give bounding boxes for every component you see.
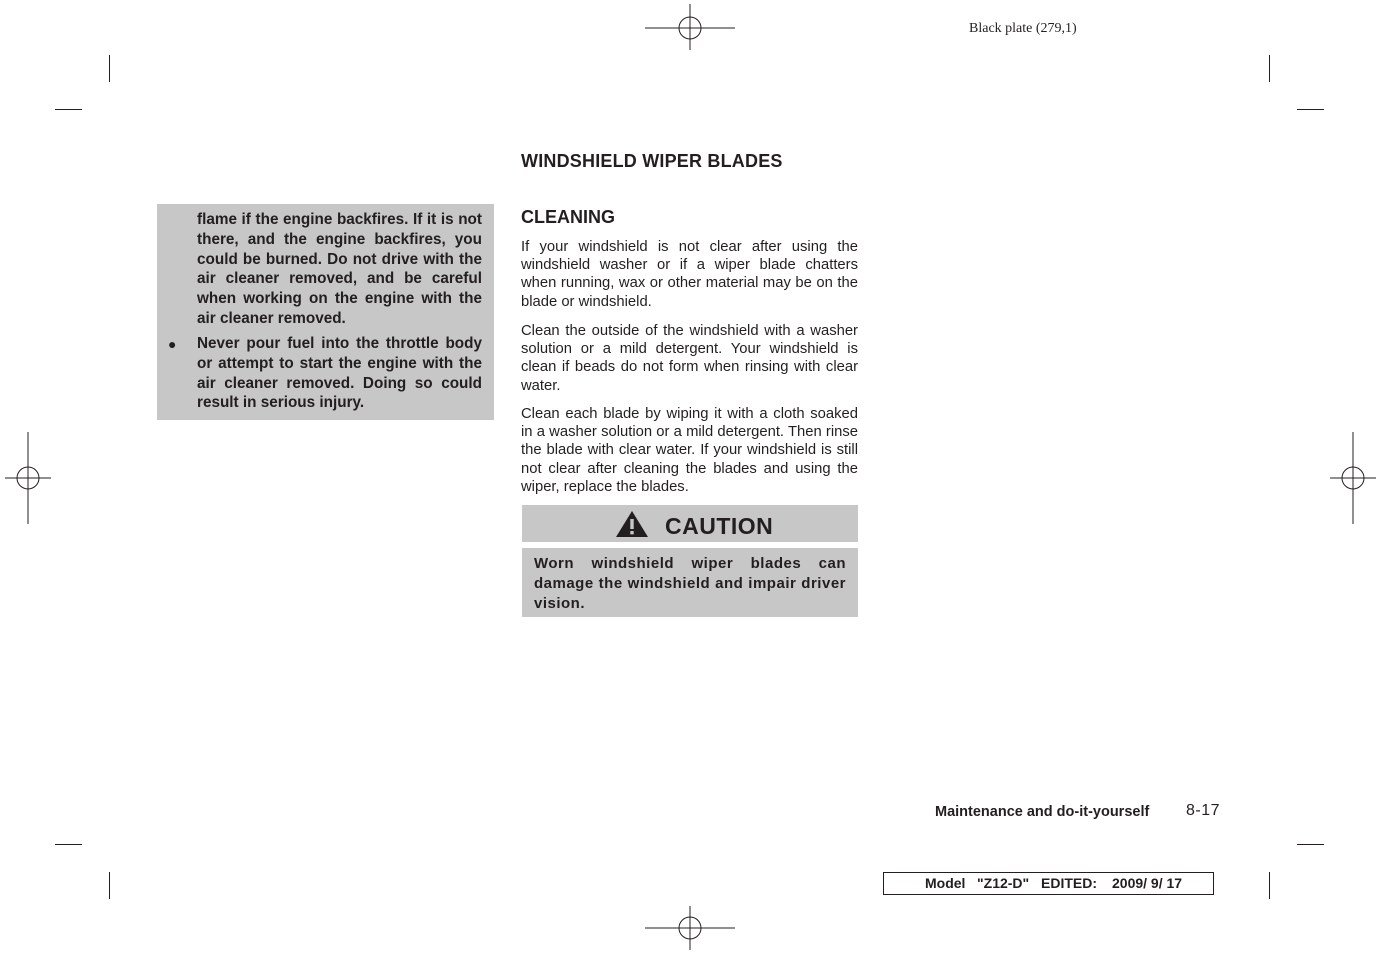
registration-mark-bottom xyxy=(645,904,735,954)
caution-text: Worn windshield wiper blades can damage the windshield and impair driver vision. xyxy=(534,555,846,612)
crop-mark xyxy=(109,55,110,82)
model-code: "Z12-D" xyxy=(977,875,1030,891)
crop-mark xyxy=(1297,109,1324,110)
footer-section-name: Maintenance and do-it-yourself xyxy=(935,804,1150,820)
registration-mark-top xyxy=(645,4,735,54)
warning-bullet-text: Never pour fuel into the throttle body or attempt to start the engine with the air cleaner removed. Doing so could result in serious injury. xyxy=(197,335,482,412)
crop-mark xyxy=(109,872,110,899)
caution-body xyxy=(522,548,858,617)
warning-continuation-text: flame if the engine backfires. If it is not there, and the engine backfires, you could be burned. Do not drive with the air cleaner removed, and be careful when working on the engine with the air cleaner removed. xyxy=(197,211,482,327)
registration-mark-left xyxy=(3,432,53,524)
model-label: Model xyxy=(925,875,966,891)
edited-label: EDITED: xyxy=(1041,875,1097,891)
subsection-title: CLEANING xyxy=(521,207,615,227)
body-paragraph: Clean each blade by wiping it with a cloth soaked in a washer solution or a mild detergent. Then rinse the blade with clear water. If your windshield is still not clear after cleaning the blades and using the wiper, replace the blades. xyxy=(521,406,858,495)
crop-mark xyxy=(1269,872,1270,899)
section-title: WINDSHIELD WIPER BLADES xyxy=(521,151,783,171)
crop-mark xyxy=(1269,55,1270,82)
edited-date: 2009/ 9/ 17 xyxy=(1112,875,1183,891)
registration-mark-right xyxy=(1328,432,1378,524)
body-paragraph: Clean the outside of the windshield with a washer solution or a mild detergent. Your windshield is clean if beads do not form when rinsing with clear water. xyxy=(521,323,858,394)
crop-mark xyxy=(55,844,82,845)
edit-info-box xyxy=(883,872,1214,895)
page-number: 8-17 xyxy=(1186,802,1221,819)
warning-continuation-box xyxy=(157,204,494,420)
plate-label: Black plate (279,1) xyxy=(969,21,1077,36)
bullet-icon: ● xyxy=(168,336,177,352)
caution-header xyxy=(522,505,858,542)
crop-mark xyxy=(55,109,82,110)
body-paragraph: If your windshield is not clear after using the windshield washer or if a wiper blade chatters when running, wax or other material may be on the blade or windshield. xyxy=(521,239,858,310)
crop-mark xyxy=(1297,844,1324,845)
caution-label: CAUTION xyxy=(665,513,774,539)
warning-triangle-icon xyxy=(615,510,649,538)
